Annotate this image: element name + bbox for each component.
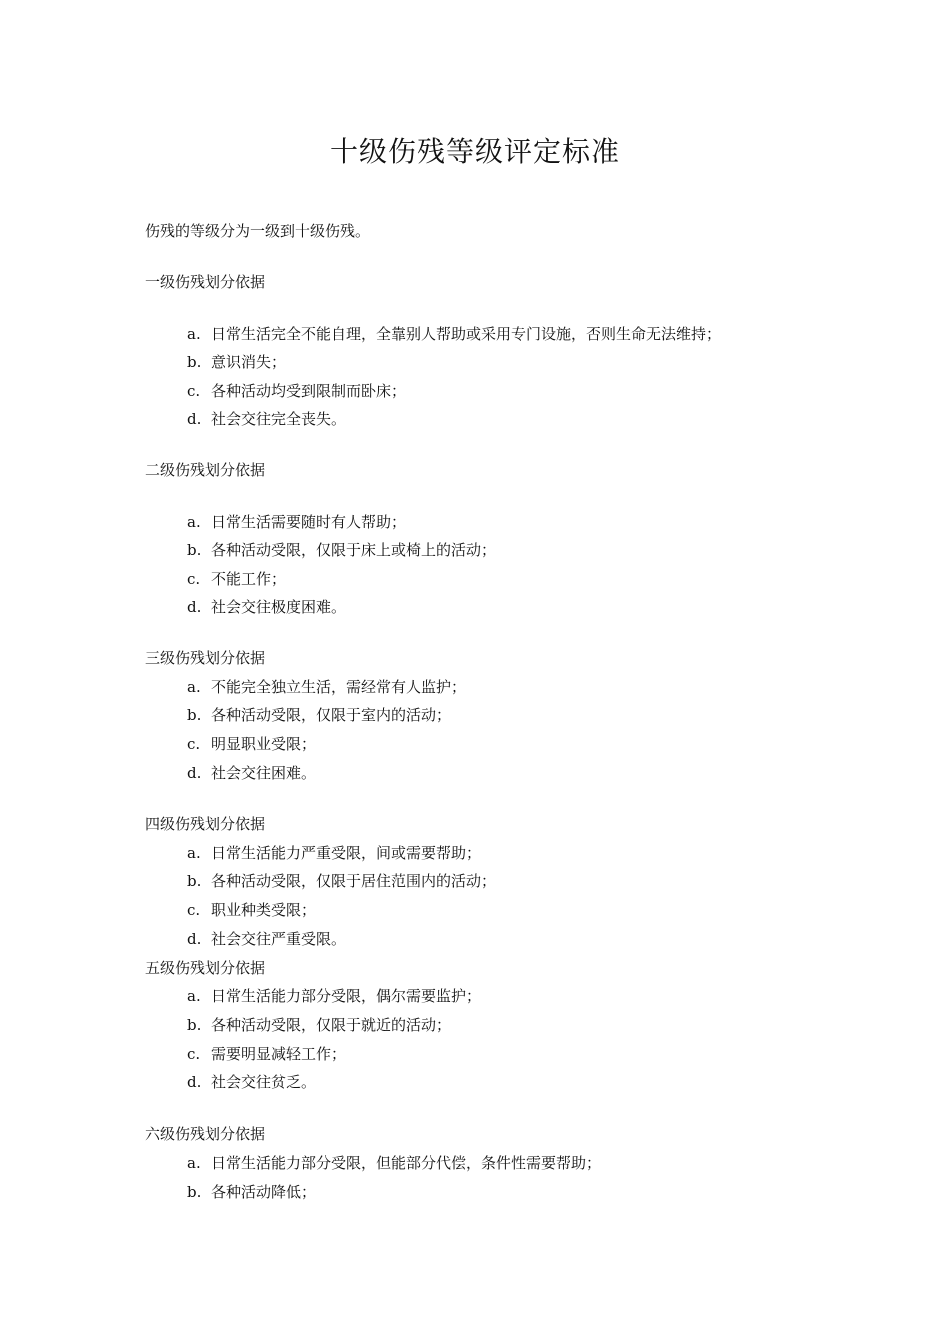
- list-marker: d.: [187, 930, 202, 948]
- list-marker: a.: [187, 1154, 201, 1172]
- list-marker: d.: [187, 598, 202, 616]
- list-marker: b.: [187, 353, 202, 371]
- section-heading-level-6: 六级伤残划分依据: [145, 1125, 266, 1143]
- list-item: [187, 762, 316, 784]
- list-marker: a.: [187, 513, 201, 531]
- list-item: [187, 733, 316, 755]
- list-item-text: 日常生活能力部分受限，偶尔需要监护；: [211, 987, 482, 1005]
- list-marker: a.: [187, 678, 201, 696]
- list-marker: d.: [187, 410, 202, 428]
- list-item-text: 日常生活需要随时有人帮助；: [211, 513, 407, 531]
- list-item: [187, 596, 346, 618]
- list-marker: c.: [187, 735, 201, 753]
- section-heading-level-3: 三级伤残划分依据: [145, 649, 266, 667]
- list-item-text: 职业种类受限；: [211, 901, 317, 919]
- section-heading-level-2: 二级伤残划分依据: [145, 461, 266, 479]
- list-item: [187, 323, 721, 345]
- list-item: [187, 842, 481, 864]
- list-item: [187, 351, 286, 373]
- list-item: [187, 1181, 316, 1203]
- section-heading-level-1: 一级伤残划分依据: [145, 273, 266, 291]
- list-item: [187, 1014, 451, 1036]
- list-item: [187, 676, 466, 698]
- list-marker: b.: [187, 1016, 202, 1034]
- list-marker: d.: [187, 1073, 202, 1091]
- list-item: [187, 870, 496, 892]
- list-item-text: 不能完全独立生活，需经常有人监护；: [211, 678, 467, 696]
- page-title: 十级伤残等级评定标准: [329, 135, 620, 168]
- list-item-text: 日常生活能力严重受限，间或需要帮助；: [211, 844, 482, 862]
- list-item-text: 社会交往严重受限。: [211, 930, 347, 948]
- list-item-text: 社会交往完全丧失。: [211, 410, 347, 428]
- list-item: [187, 380, 406, 402]
- list-item-text: 不能工作；: [211, 570, 287, 588]
- list-marker: a.: [187, 325, 201, 343]
- list-marker: a.: [187, 987, 201, 1005]
- list-item-text: 日常生活完全不能自理，全靠别人帮助或采用专门设施，否则生命无法维持；: [211, 325, 722, 343]
- list-marker: d.: [187, 764, 202, 782]
- list-item: [187, 1152, 601, 1174]
- list-item: [187, 568, 286, 590]
- list-marker: b.: [187, 1183, 202, 1201]
- list-item: [187, 539, 496, 561]
- list-item-text: 意识消失；: [211, 353, 287, 371]
- list-item-text: 各种活动受限，仅限于居住范围内的活动；: [211, 872, 497, 890]
- list-item-text: 各种活动受限，仅限于就近的活动；: [211, 1016, 452, 1034]
- list-marker: b.: [187, 872, 202, 890]
- list-item-text: 各种活动均受到限制而卧床；: [211, 382, 407, 400]
- list-item-text: 日常生活能力部分受限，但能部分代偿，条件性需要帮助；: [211, 1154, 602, 1172]
- list-item-text: 各种活动受限，仅限于室内的活动；: [211, 706, 452, 724]
- list-marker: b.: [187, 706, 202, 724]
- list-item-text: 明显职业受限；: [211, 735, 317, 753]
- list-item: [187, 1043, 346, 1065]
- list-marker: c.: [187, 901, 201, 919]
- list-marker: c.: [187, 570, 201, 588]
- list-item: [187, 1071, 316, 1093]
- list-marker: c.: [187, 1045, 201, 1063]
- section-heading-level-4: 四级伤残划分依据: [145, 815, 266, 833]
- intro-paragraph: 伤残的等级分为一级到十级伤残。: [145, 222, 371, 240]
- section-heading-level-5: 五级伤残划分依据: [145, 959, 266, 977]
- list-marker: b.: [187, 541, 202, 559]
- list-item: [187, 985, 481, 1007]
- list-item-text: 各种活动降低；: [211, 1183, 317, 1201]
- list-item: [187, 899, 316, 921]
- list-item-text: 各种活动受限，仅限于床上或椅上的活动；: [211, 541, 497, 559]
- list-marker: a.: [187, 844, 201, 862]
- list-item: [187, 408, 346, 430]
- list-item-text: 社会交往贫乏。: [211, 1073, 317, 1091]
- list-item: [187, 928, 346, 950]
- list-item-text: 社会交往极度困难。: [211, 598, 347, 616]
- list-item: [187, 511, 406, 533]
- list-item: [187, 704, 451, 726]
- list-marker: c.: [187, 382, 201, 400]
- list-item-text: 需要明显减轻工作；: [211, 1045, 347, 1063]
- list-item-text: 社会交往困难。: [211, 764, 317, 782]
